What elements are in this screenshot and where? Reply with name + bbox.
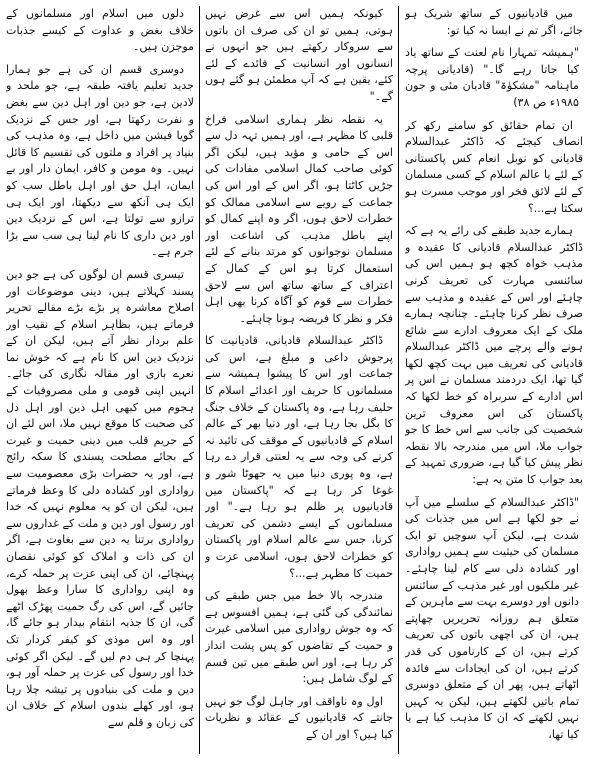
column-divider — [398, 6, 399, 754]
quotation: "ڈاکٹر عبدالسلام کے سلسلے میں آپ نے جو لکھا ہے اس میں جذبات کی شدت ہے، لیکن آپ سوچیں تو ایک مسلمان کی حیثیت سے ہمیں رواداری اور کشادہ دلی سے کام لینا چاہئے۔ غیر ملکیوں اور غیر مذہب کے سائنس دانوں اور دوسرے بہت سے ماہرین کے متعلق ہم روزانہ تحریریں چھاپتے ہیں، ان کی اچھی باتوں کی تعریف کرتے ہیں، ان کے کارناموں کی قدر کرتے ہیں، ان کی ایجادات سے فائدہ اٹھاتے ہیں، پھر ان کے متعلق دوسری تمام باتیں لکھتے ہیں، لیکن یہ کہیں نہیں لکھتے کہ ان کا مذہب کیا ہے یا کیا تھا، — [405, 495, 579, 741]
paragraph: دوسری قسم ان کی ہے جو ہمارا جدید تعلیم یافتہ طبقہ ہے، جو ملحد و لادین ہے، جو دین اور اہل دین سے بغض و نفرت رکھتا ہے، اور جس کے نزدیک گویا فیشن میں داخل ہے، وہ مذہب کی بنیاد پر افراد و ملتوں کی تقسیم کا قائل نہیں۔ وہ مومن و کافر، ایمان دار اور بے ایمان، اہل حق اور اہل باطل سب کو ایک ہی آنکھ سے دیکھتا، اور ایک ہی ترازو سے تولتا ہے، اس کے نزدیک دین اور دین داری کا نام لینا ہی سب سے بڑا جرم ہے۔ — [6, 62, 194, 259]
text-column-right — [405, 6, 583, 754]
paragraph: ہمارے جدید طبقے کی رائے یہ ہے کہ ڈاکٹر عبدالسلام قادیانی کا عقیدہ و مذہب خواہ کچھ ہو ہمیں اس کی سائنسی مہارت کی تعریف کرنی چاہئے اور اس کے عقیدہ و مذہب سے صرف نظر کرنا چاہئے۔ چنانچہ ہمارے ملک کے ایک معروف ادارے سے شائع ہونے والے پرچے میں ڈاکٹر عبدالسلام قادیانی کی تعریف میں بہت کچھ لکھا گیا تھا، ایک دردمند مسلمان نے اس پر اس ادارے کے سربراہ کو خط لکھا کہ پاکستان کی اس معروف ترین شخصیت کی جانب سے اس خط کا جو جواب ملا، اس میں مندرجہ بالا نقطہ نظر پیش کیا گیا ہے، ضروری تمہید کے بعد جواب کا متن یہ ہے: — [405, 224, 583, 487]
text-column-middle — [205, 6, 393, 754]
paragraph: تیسری قسم ان لوگوں کی ہے جو دین پسند کہلاتے ہیں، دینی موضوعات اور اصلاح معاشرہ پر بڑے بڑے مقالے تحریر فرماتے ہیں، بظاہر اسلام کے نقیب اور علم بردار نظر آتے ہیں، لیکن ان کے نزدیک دین اس کا نام ہے کہ خوش نما نعرے بازی اور مقالہ نگاری کی جائے۔ انہیں اپنی قومی و ملی مصروفیات کے ہجوم میں کبھی اہل دین اور اہل دل کی صحبت کا موقع نہیں ملا، اس لئے ان کے حریم قلب میں دینی حمیت و غیرت کے بجائے مصلحت پسندی کا سکہ رائج ہے، اور یہ حضرات بڑی معصومیت سے رواداری اور کشادہ دلی کا وعظ فرماتے ہیں، لیکن ان کو یہ معلوم نہیں کہ خدا اور رسول اور دین و ملت کے غداروں سے رواداری برتنا یہ دین سے بغاوت ہے، اگر ان کی ذات و املاک کو کوئی نقصان پہنچائے، ان کی اپنی عزت پر حملہ کرے، وہ اپنی رواداری کا سارا وعظ بھول جائیں گے، اس کی رگ حمیت پھڑک اٹھے گی، ان کا جذبہ انتقام بیدار ہو جائے گا، اور وہ اس موذی کو کیفر کردار تک پہنچا کر ہی دم لیں گے۔ لیکن اگر کوئی خدا اور رسول کی عزت پر حملہ آور ہو، دین و ملت کی بنیادوں پر تیشہ چلا رہا ہو، اور کھلے بندوں اسلام کے خلاف ان کی زبان و قلم سے — [6, 267, 194, 729]
paragraph: مندرجہ بالا خط میں جس طبقے کی نمائندگی کی گئی ہے، ہمیں افسوس ہے کہ وہ جوش رواداری میں اسلامی غیرت و حمیت کے تقاضوں کو پس پشت انداز کر رہا ہے، اور اس طبقے میں تین قسم کے لوگ شامل ہیں: — [205, 589, 393, 686]
paragraph: اول وہ ناواقف اور جاہل لوگ جو نہیں جانتے کہ قادیانیوں کے عقائد و نظریات کیا ہیں؟ اور ان کے — [205, 694, 393, 741]
paragraph: دلوں میں اسلام اور مسلمانوں کے خلاف بغض و عداوت کے کیسے جذبات موجزن ہیں۔ — [6, 7, 194, 54]
paragraph: کیونکہ ہمیں اس سے غرض نہیں ہوتی، ہمیں تو ان کی صرف ان باتوں سے سروکار رکھتے ہیں جو انہوں نے انسانوں اور انسانیت کے فائدے کے لئے کئے، یقین ہے کہ آپ مطمئن ہو گئے ہوں گے۔" — [205, 7, 393, 103]
paragraph: ان تمام حقائق کو سامنے رکھ کر انصاف کیجئے کہ ڈاکٹر عبدالسلام قادیانی کو نوبل انعام کس پاکستانی کے لئے یا عالم اسلام کے کسی مسلمان کے لئے لائق فخر اور موجب مسرت ہو سکتا ہے...؟ — [405, 118, 583, 215]
paragraph: یہ نقطہ نظر ہماری اسلامی فراخ قلبی کا مظہر ہے، اور ہمیں تہہ دل سے اس کے حامی و مؤید ہیں، لیکن اگر کوئی صاحب کمال اسلامی مفادات کی جڑیں کاٹتا ہو، اگر اس کے اور اس کی جماعت کے رویے سے اسلامی ممالک کو خطرات لاحق ہوں، اگر وہ اپنے کمال کو اپنے باطل مذہب کی اشاعت اور مسلمان نوجوانوں کو مرتد بنانے کے لئے استعمال کرتا ہو اس کے کمال کے اعتراف کے ساتھ ساتھ اس سے لاحق خطرات سے قوم کو آگاہ کرنا بھی اہل فکر و نظر کا فریضہ ہونا چاہئے۔ — [205, 112, 393, 325]
paragraph: ڈاکٹر عبدالسلام قادیانی، قادیانیت کا پرجوش داعی و مبلغ ہے، اس کی جماعت اور اس کا پیشوا ہمیشہ سے مسلمانوں کا حریف اور اعدائے اسلام کا حلیف رہا ہے، وہ پاکستان کے خلاف جنگ کا بگل بجا رہا ہے، اور دنیا بھر کے عالم اسلام کے قادیانیوں کے موقف کی تائید نہ کرنے کی وجہ سے یہ لعنتی قرار دے رہا ہے، وہ پوری دنیا میں یہ جھوٹا شور و غوغا کر رہا ہے کہ "پاکستان میں قادیانیوں پر ظلم ہو رہا ہے۔" اور مسلمانوں کے ایسے دشمن کی تعریف کرنا، جس سے عالم اسلام اور پاکستان کو خطرات لاحق ہوں، اسلامی عزت و حمیت کا مظہر ہے...؟ — [205, 334, 393, 580]
quotation: "ہمیشہ تمہارا نام لعنت کے ساتھ یاد کیا جاتا رہے گا۔" (قادیانی پرچہ ماہنامہ "مشکوٰۃ" قادیان مئی و جون ۱۹۸۵ء ص ۳۸) — [405, 46, 579, 109]
column-divider — [199, 6, 200, 754]
paragraph: میں قادیانیوں کے ساتھ شریک ہو جائے، اگر تم نے ایسا نہ کیا تو: — [405, 7, 583, 37]
text-column-left — [6, 6, 194, 754]
